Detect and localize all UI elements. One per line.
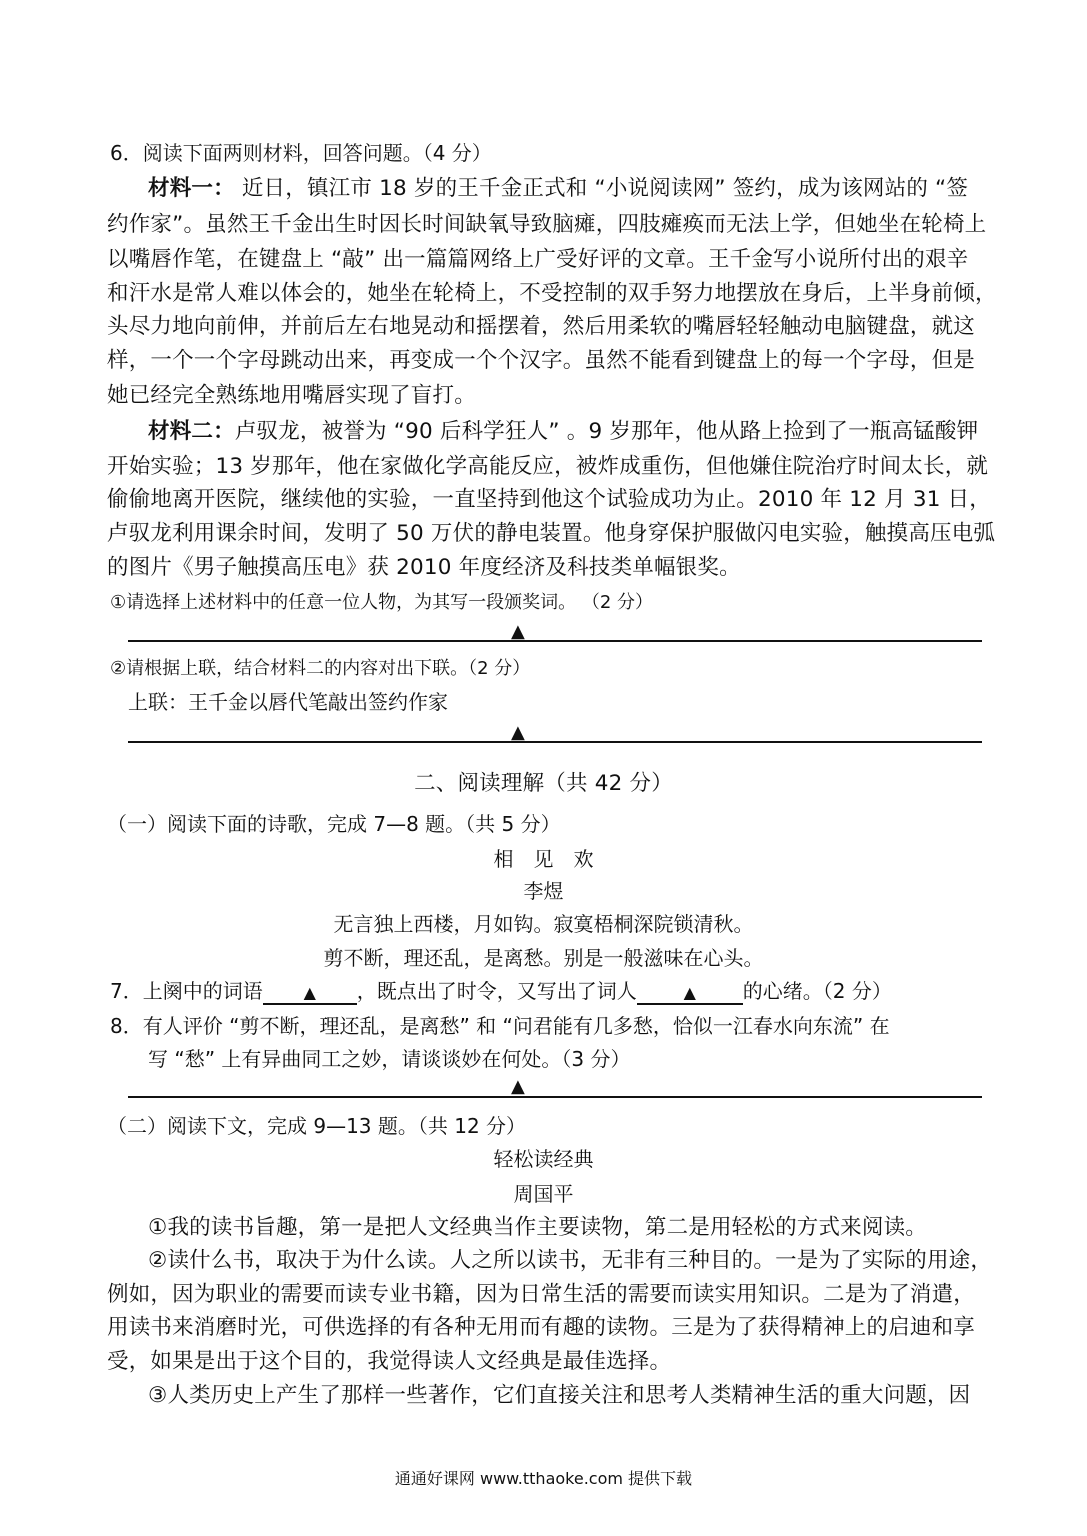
answer-line[interactable] — [128, 640, 982, 642]
material-two-line-4: 卢驭龙利用课余时间，发明了 50 万伏的静电装置。他身穿保护服做闪电实验，触摸高压电弧 — [107, 521, 996, 546]
upper-couplet: 上联：王千金以唇代笔敲出签约作家 — [128, 690, 448, 714]
material-one-line-1: 材料一： 近日，镇江市 18 岁的王千金正式和 “小说阅读网” 签约，成为该网站的 “签 — [148, 176, 969, 201]
essay-line-6: ③人类历史上产生了那样一些著作，它们直接关注和思考人类精神生活的重大问题，因 — [148, 1383, 971, 1408]
essay-line-2: ②读什么书，取决于为什么读。人之所以读书，无非有三种目的。一是为了实际的用途， — [148, 1248, 993, 1273]
answer-line[interactable] — [128, 1096, 982, 1098]
essay-line-4: 用读书来消磨时光，可供选择的有各种无用而有趣的读物。三是为了获得精神上的启迪和享 — [107, 1315, 976, 1340]
q6-sub2: ②请根据上联，结合材料二的内容对出下联。（2 分） — [110, 658, 531, 679]
poem-author: 李煜 — [523, 879, 564, 903]
answer-placeholder-mark: ▲ — [511, 722, 525, 743]
material-two-line-3: 偷偷地离开医院，继续他的实验，一直坚持到他这个试验成功为止。2010 年 12 月 31 日， — [107, 487, 992, 512]
material-one-line-7: 她已经完全熟练地用嘴唇实现了盲打。 — [107, 383, 476, 408]
essay-line-1: ①我的读书旨趣，第一是把人文经典当作主要读物，第二是用轻松的方式来阅读。 — [148, 1215, 927, 1240]
answer-blank[interactable]: ▲ — [263, 983, 357, 1005]
essay-author: 周国平 — [513, 1182, 574, 1206]
material-two-line-2: 开始实验；13 岁那年，他在家做化学高能反应，被炸成重伤，但他嫌住院治疗时间太长，就 — [107, 454, 989, 479]
material-two-line-1: 材料二：卢驭龙，被誉为 “90 后科学狂人” 。9 岁那年，他从路上捡到了一瓶高锰酸钾 — [148, 419, 979, 444]
section-title: 二、阅读理解（共 42 分） — [414, 771, 673, 796]
page-footer: 通通好课网 www.tthaoke.com 提供下载 — [394, 1469, 693, 1488]
poem-line-2: 剪不断，理还乱，是离愁。别是一般滋味在心头。 — [323, 946, 764, 970]
poem-title: 相 见 欢 — [493, 847, 594, 871]
material-one-line-3: 以嘴唇作笔，在键盘上 “敲” 出一篇篇网络上广受好评的文章。王千金写小说所付出的艰辛 — [107, 247, 969, 272]
essay-line-5: 受，如果是出于这个目的，我觉得读人文经典是最佳选择。 — [107, 1349, 672, 1374]
material-one-line-5: 头尽力地向前伸，并前后左右地晃动和摇摆着，然后用柔软的嘴唇轻轻触动电脑键盘，就这 — [107, 314, 976, 339]
essay-line-3: 例如，因为职业的需要而读专业书籍，因为日常生活的需要而读实用知识。二是为了消遣， — [107, 1282, 976, 1307]
q6-heading: 6．阅读下面两则材料，回答问题。（4 分） — [110, 141, 492, 165]
q6-sub1: ①请选择上述材料中的任意一位人物，为其写一段颁奖词。 （2 分） — [110, 592, 654, 613]
material-two-line-5: 的图片《男子触摸高压电》获 2010 年度经济及科技类单幅银奖。 — [107, 555, 741, 580]
part2-heading: （二）阅读下文，完成 9—13 题。（共 12 分） — [107, 1114, 527, 1138]
poem-line-1: 无言独上西楼，月如钩。寂寞梧桐深院锁清秋。 — [333, 912, 754, 936]
material-two-label: 材料二： — [148, 419, 235, 444]
essay-title: 轻松读经典 — [493, 1147, 594, 1171]
part1-heading: （一）阅读下面的诗歌，完成 7—8 题。（共 5 分） — [107, 812, 561, 836]
q7: 7．上阕中的词语 ▲ ，既点出了时令，又写出了词人 ▲ 的心绪。（2 分） — [110, 979, 892, 1003]
q8-line-2: 写 “愁” 上有异曲同工之妙，请谈谈妙在何处。（3 分） — [148, 1047, 631, 1071]
answer-blank[interactable]: ▲ — [637, 983, 743, 1005]
answer-placeholder-mark: ▲ — [511, 621, 525, 642]
answer-line[interactable] — [128, 741, 982, 743]
material-one-label: 材料一： — [148, 176, 235, 201]
material-one-line-2: 约作家”。虽然王千金出生时因长时间缺氧导致脑瘫，四肢瘫痪而无法上学，但她坐在轮椅上 — [107, 212, 987, 237]
q8-line-1: 8．有人评价 “剪不断，理还乱，是离愁” 和 “问君能有几多愁，恰似一江春水向东流” 在 — [110, 1014, 890, 1038]
answer-placeholder-mark: ▲ — [511, 1076, 525, 1097]
material-one-line-6: 样，一个一个字母跳动出来，再变成一个个汉字。虽然不能看到键盘上的每一个字母，但是 — [107, 348, 976, 373]
material-one-line-4: 和汗水是常人难以体会的，她坐在轮椅上，不受控制的双手努力地摆放在身后，上半身前倾， — [107, 281, 997, 306]
